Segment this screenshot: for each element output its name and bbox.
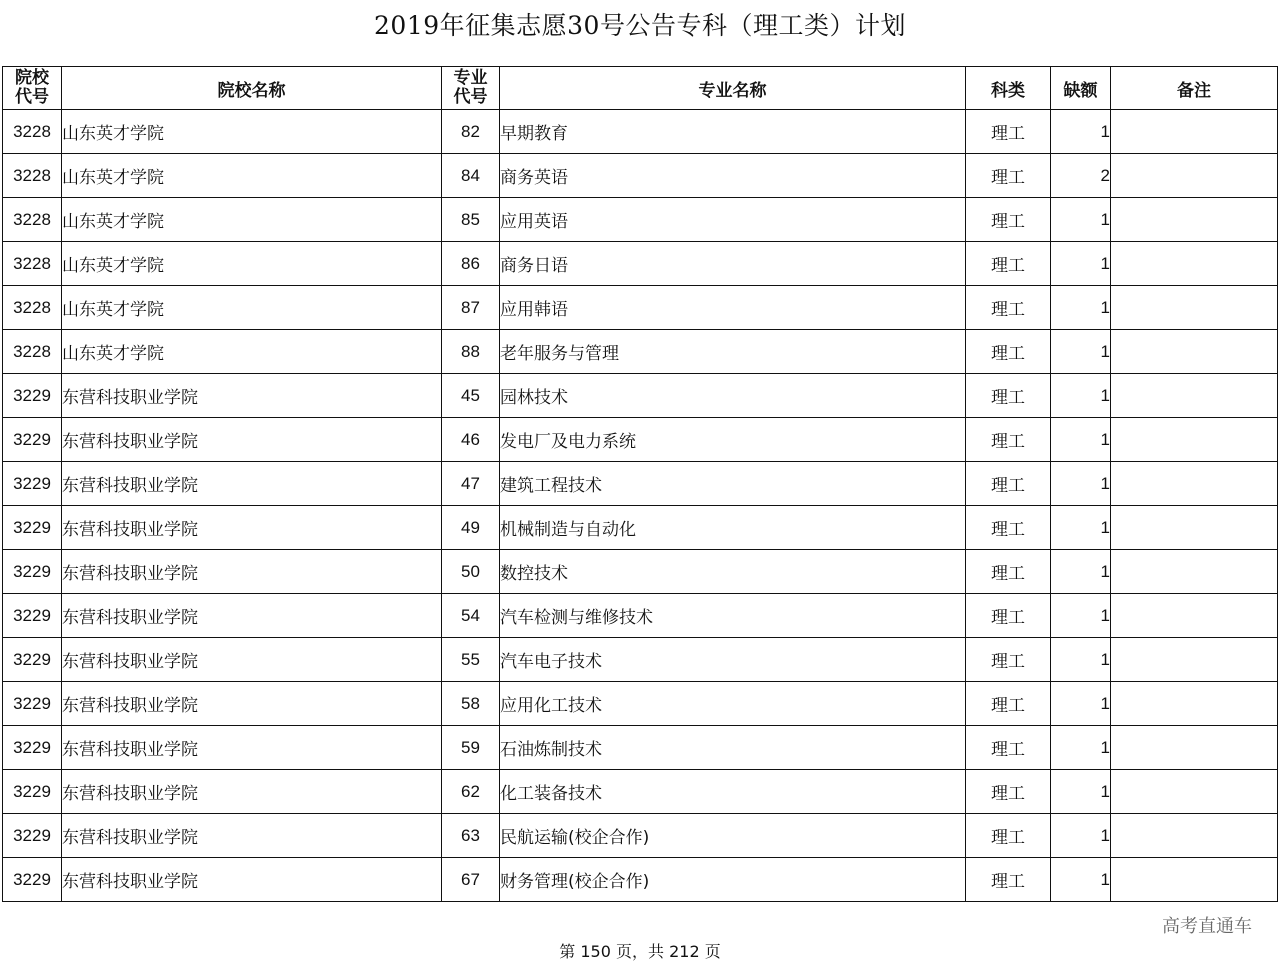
cell-note <box>1111 418 1278 462</box>
table-row <box>3 594 1278 638</box>
cell-major-name: 应用化工技术 <box>500 682 966 726</box>
table-row <box>3 154 1278 198</box>
cell-category: 理工 <box>966 418 1051 462</box>
cell-school-code: 3229 <box>3 858 62 902</box>
cell-school-code: 3229 <box>3 374 62 418</box>
cell-major-name: 商务日语 <box>500 242 966 286</box>
cell-category: 理工 <box>966 638 1051 682</box>
table-row <box>3 462 1278 506</box>
table-row <box>3 550 1278 594</box>
table-row <box>3 770 1278 814</box>
table-row <box>3 242 1278 286</box>
cell-note <box>1111 550 1278 594</box>
table-row <box>3 110 1278 154</box>
cell-school-name: 山东英才学院 <box>62 286 442 330</box>
cell-major-name: 园林技术 <box>500 374 966 418</box>
cell-category: 理工 <box>966 154 1051 198</box>
cell-major-name: 老年服务与管理 <box>500 330 966 374</box>
cell-school-code: 3228 <box>3 154 62 198</box>
cell-major-name: 商务英语 <box>500 154 966 198</box>
cell-school-name: 东营科技职业学院 <box>62 814 442 858</box>
cell-vacancy: 1 <box>1051 594 1111 638</box>
cell-major-name: 应用韩语 <box>500 286 966 330</box>
cell-vacancy: 2 <box>1051 154 1111 198</box>
cell-school-name: 东营科技职业学院 <box>62 506 442 550</box>
header-major-name: 专业名称 <box>500 67 966 110</box>
cell-category: 理工 <box>966 462 1051 506</box>
cell-major-code: 49 <box>442 506 500 550</box>
cell-vacancy: 1 <box>1051 286 1111 330</box>
cell-major-code: 63 <box>442 814 500 858</box>
cell-vacancy: 1 <box>1051 506 1111 550</box>
cell-major-name: 数控技术 <box>500 550 966 594</box>
cell-category: 理工 <box>966 286 1051 330</box>
watermark-text: 高考直通车 <box>1162 916 1252 937</box>
cell-vacancy: 1 <box>1051 858 1111 902</box>
cell-major-name: 汽车检测与维修技术 <box>500 594 966 638</box>
cell-category: 理工 <box>966 330 1051 374</box>
cell-major-name: 化工装备技术 <box>500 770 966 814</box>
header-vacancy: 缺额 <box>1051 67 1111 110</box>
cell-category: 理工 <box>966 770 1051 814</box>
header-school-name: 院校名称 <box>62 67 442 110</box>
header-category: 科类 <box>966 67 1051 110</box>
cell-school-code: 3229 <box>3 682 62 726</box>
cell-school-name: 东营科技职业学院 <box>62 594 442 638</box>
cell-vacancy: 1 <box>1051 638 1111 682</box>
cell-note <box>1111 154 1278 198</box>
cell-school-code: 3229 <box>3 770 62 814</box>
cell-school-code: 3229 <box>3 462 62 506</box>
cell-major-name: 财务管理(校企合作) <box>500 858 966 902</box>
cell-note <box>1111 638 1278 682</box>
table-row <box>3 330 1278 374</box>
header-major-code <box>442 67 500 110</box>
header-note: 备注 <box>1111 67 1278 110</box>
cell-school-code: 3228 <box>3 110 62 154</box>
cell-school-name: 山东英才学院 <box>62 198 442 242</box>
table-header <box>3 67 1278 110</box>
cell-major-code: 67 <box>442 858 500 902</box>
cell-major-code: 55 <box>442 638 500 682</box>
cell-vacancy: 1 <box>1051 330 1111 374</box>
cell-major-name: 发电厂及电力系统 <box>500 418 966 462</box>
cell-major-name: 汽车电子技术 <box>500 638 966 682</box>
cell-major-code: 88 <box>442 330 500 374</box>
cell-category: 理工 <box>966 110 1051 154</box>
cell-school-code: 3229 <box>3 638 62 682</box>
cell-major-code: 47 <box>442 462 500 506</box>
cell-major-name: 早期教育 <box>500 110 966 154</box>
cell-vacancy: 1 <box>1051 198 1111 242</box>
cell-category: 理工 <box>966 242 1051 286</box>
cell-major-code: 58 <box>442 682 500 726</box>
cell-major-code: 82 <box>442 110 500 154</box>
cell-school-name: 东营科技职业学院 <box>62 374 442 418</box>
cell-vacancy: 1 <box>1051 550 1111 594</box>
header-school-code <box>3 67 62 110</box>
cell-category: 理工 <box>966 198 1051 242</box>
cell-school-code: 3229 <box>3 726 62 770</box>
header-major-code-line1: 专业 <box>453 68 488 88</box>
cell-school-code: 3229 <box>3 594 62 638</box>
page-title: 2019年征集志愿30号公告专科（理工类）计划 <box>374 11 906 40</box>
header-school-code-line1: 院校 <box>15 68 49 88</box>
table-row <box>3 814 1278 858</box>
cell-note <box>1111 462 1278 506</box>
header-school-code-line2: 代号 <box>15 87 49 107</box>
cell-category: 理工 <box>966 726 1051 770</box>
cell-school-name: 山东英才学院 <box>62 154 442 198</box>
cell-major-code: 62 <box>442 770 500 814</box>
cell-major-name: 石油炼制技术 <box>500 726 966 770</box>
cell-note <box>1111 814 1278 858</box>
cell-school-name: 山东英才学院 <box>62 330 442 374</box>
table-row <box>3 858 1278 902</box>
cell-school-code: 3228 <box>3 242 62 286</box>
table-row <box>3 374 1278 418</box>
cell-major-code: 45 <box>442 374 500 418</box>
cell-note <box>1111 330 1278 374</box>
cell-category: 理工 <box>966 682 1051 726</box>
cell-category: 理工 <box>966 506 1051 550</box>
cell-vacancy: 1 <box>1051 110 1111 154</box>
cell-major-code: 59 <box>442 726 500 770</box>
cell-vacancy: 1 <box>1051 374 1111 418</box>
cell-major-code: 50 <box>442 550 500 594</box>
cell-major-code: 86 <box>442 242 500 286</box>
cell-note <box>1111 198 1278 242</box>
cell-category: 理工 <box>966 814 1051 858</box>
cell-major-code: 85 <box>442 198 500 242</box>
table-row <box>3 638 1278 682</box>
cell-category: 理工 <box>966 374 1051 418</box>
cell-vacancy: 1 <box>1051 418 1111 462</box>
cell-vacancy: 1 <box>1051 682 1111 726</box>
cell-note <box>1111 770 1278 814</box>
cell-school-name: 东营科技职业学院 <box>62 858 442 902</box>
cell-category: 理工 <box>966 858 1051 902</box>
table-row <box>3 418 1278 462</box>
table-row <box>3 286 1278 330</box>
cell-major-name: 机械制造与自动化 <box>500 506 966 550</box>
header-major-code-line2: 代号 <box>453 87 488 107</box>
cell-major-code: 46 <box>442 418 500 462</box>
cell-school-code: 3228 <box>3 198 62 242</box>
cell-school-code: 3228 <box>3 330 62 374</box>
cell-category: 理工 <box>966 550 1051 594</box>
cell-major-code: 87 <box>442 286 500 330</box>
cell-major-code: 54 <box>442 594 500 638</box>
cell-school-name: 东营科技职业学院 <box>62 550 442 594</box>
cell-note <box>1111 594 1278 638</box>
cell-major-name: 民航运输(校企合作) <box>500 814 966 858</box>
cell-note <box>1111 506 1278 550</box>
cell-vacancy: 1 <box>1051 770 1111 814</box>
cell-note <box>1111 374 1278 418</box>
cell-vacancy: 1 <box>1051 242 1111 286</box>
cell-note <box>1111 286 1278 330</box>
cell-school-name: 东营科技职业学院 <box>62 638 442 682</box>
cell-vacancy: 1 <box>1051 726 1111 770</box>
cell-note <box>1111 242 1278 286</box>
cell-school-name: 山东英才学院 <box>62 242 442 286</box>
table-row <box>3 682 1278 726</box>
cell-major-name: 应用英语 <box>500 198 966 242</box>
cell-school-name: 东营科技职业学院 <box>62 462 442 506</box>
cell-school-name: 东营科技职业学院 <box>62 770 442 814</box>
table-body <box>3 110 1278 902</box>
cell-school-code: 3229 <box>3 550 62 594</box>
cell-major-name: 建筑工程技术 <box>500 462 966 506</box>
cell-vacancy: 1 <box>1051 814 1111 858</box>
cell-school-name: 东营科技职业学院 <box>62 726 442 770</box>
cell-school-code: 3229 <box>3 418 62 462</box>
cell-school-name: 东营科技职业学院 <box>62 418 442 462</box>
cell-note <box>1111 682 1278 726</box>
plan-table <box>2 66 1278 902</box>
cell-school-code: 3228 <box>3 286 62 330</box>
table-row <box>3 506 1278 550</box>
table-row <box>3 726 1278 770</box>
cell-school-name: 东营科技职业学院 <box>62 682 442 726</box>
page-footer: 第 150 页，共 212 页 <box>559 942 721 961</box>
cell-school-name: 山东英才学院 <box>62 110 442 154</box>
cell-vacancy: 1 <box>1051 462 1111 506</box>
cell-school-code: 3229 <box>3 814 62 858</box>
table-row <box>3 198 1278 242</box>
cell-note <box>1111 858 1278 902</box>
cell-school-code: 3229 <box>3 506 62 550</box>
cell-major-code: 84 <box>442 154 500 198</box>
cell-note <box>1111 726 1278 770</box>
cell-category: 理工 <box>966 594 1051 638</box>
cell-note <box>1111 110 1278 154</box>
